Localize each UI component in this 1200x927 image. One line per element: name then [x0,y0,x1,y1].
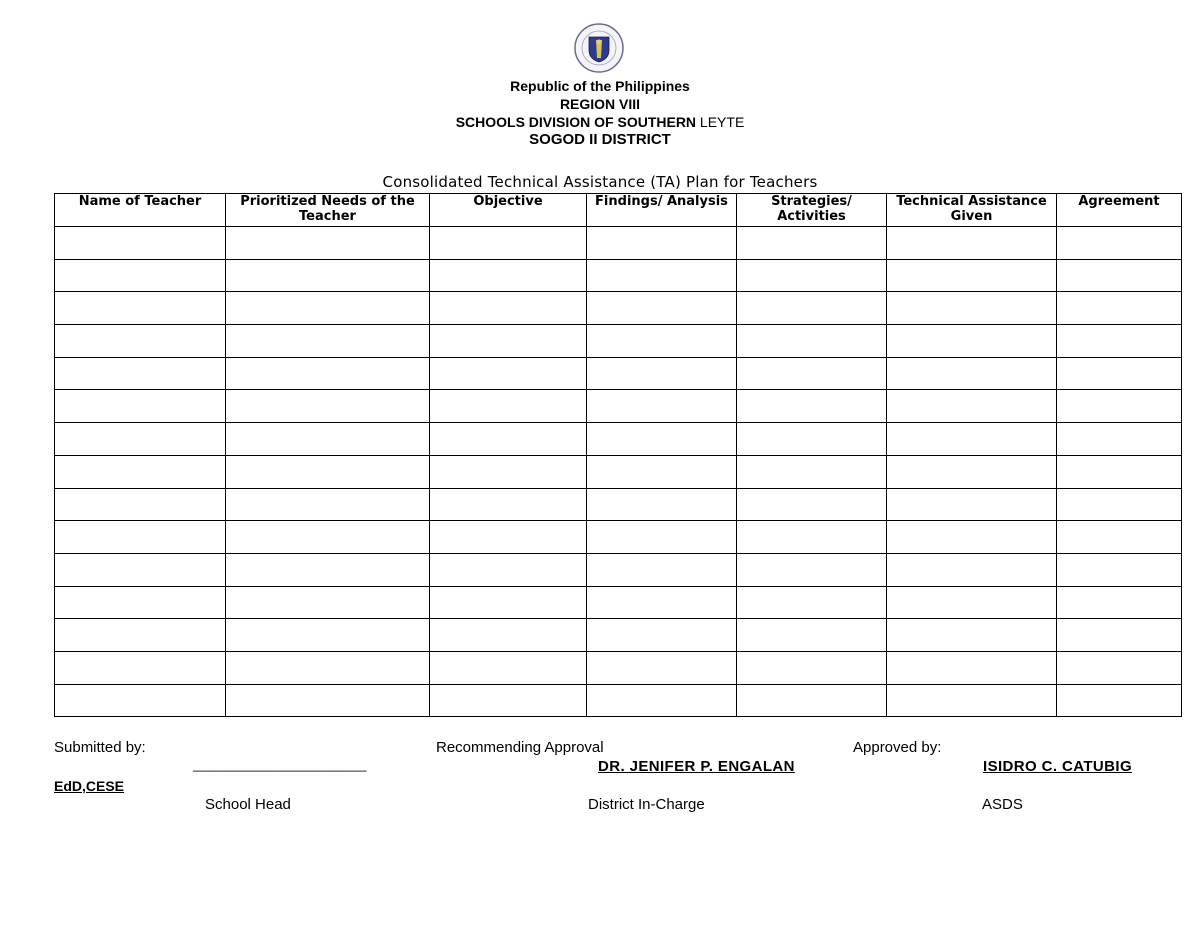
table-cell[interactable] [887,553,1057,586]
table-cell[interactable] [887,521,1057,554]
header-division-normal: LEYTE [696,114,745,130]
table-cell[interactable] [737,455,887,488]
table-cell[interactable] [1057,259,1182,292]
table-cell[interactable] [55,325,226,358]
table-cell[interactable] [1057,292,1182,325]
table-cell[interactable] [887,651,1057,684]
table-cell[interactable] [587,455,737,488]
table-cell[interactable] [55,455,226,488]
header-district: SOGOD II DISTRICT [529,131,671,148]
column-header-prioritized-needs: Prioritized Needs of the Teacher [226,194,430,227]
table-cell[interactable] [737,292,887,325]
column-header-findings: Findings/ Analysis [587,194,737,227]
column-header-name-of-teacher: Name of Teacher [55,194,226,227]
table-cell[interactable] [55,292,226,325]
table-body [55,227,1182,717]
table-cell[interactable] [430,423,587,456]
table-cell[interactable] [887,455,1057,488]
submitted-signature-line: ________________________ [193,757,367,772]
table-cell[interactable] [587,651,737,684]
table-cell[interactable] [887,227,1057,260]
table-cell[interactable] [887,619,1057,652]
ta-plan-table [54,193,1182,717]
table-cell[interactable] [587,586,737,619]
table-cell[interactable] [587,521,737,554]
table-cell[interactable] [737,357,887,390]
table-cell[interactable] [587,390,737,423]
table-cell[interactable] [430,259,587,292]
table-cell[interactable] [226,651,430,684]
table-row [55,651,1182,684]
table-row [55,619,1182,652]
table-cell[interactable] [55,423,226,456]
table-cell[interactable] [55,684,226,717]
table-cell[interactable] [226,488,430,521]
table-cell[interactable] [737,651,887,684]
form-title: Consolidated Technical Assistance (TA) Plan for Teachers [382,173,818,191]
table-cell[interactable] [1057,619,1182,652]
table-cell[interactable] [430,684,587,717]
table-cell[interactable] [737,619,887,652]
table-cell[interactable] [587,292,737,325]
table-cell[interactable] [55,553,226,586]
table-cell[interactable] [55,521,226,554]
table-cell[interactable] [1057,521,1182,554]
column-header-technical-assistance: Technical Assistance Given [887,194,1057,227]
table-cell[interactable] [226,357,430,390]
table-cell[interactable] [587,553,737,586]
table-cell[interactable] [1057,325,1182,358]
table-cell[interactable] [226,423,430,456]
table-cell[interactable] [226,455,430,488]
table-cell[interactable] [737,325,887,358]
table-cell[interactable] [430,455,587,488]
table-row [55,684,1182,717]
table-cell[interactable] [587,684,737,717]
table-cell[interactable] [1057,684,1182,717]
table-cell[interactable] [430,521,587,554]
column-header-strategies: Strategies/ Activities [737,194,887,227]
table-cell[interactable] [430,292,587,325]
recommending-approval-label: Recommending Approval [436,739,604,756]
table-cell[interactable] [587,227,737,260]
table-row [55,259,1182,292]
table-cell[interactable] [430,553,587,586]
table-cell[interactable] [587,423,737,456]
table-cell[interactable] [737,684,887,717]
table-cell[interactable] [226,390,430,423]
table-cell[interactable] [55,227,226,260]
table-cell[interactable] [887,357,1057,390]
table-cell[interactable] [226,586,430,619]
table-cell[interactable] [430,488,587,521]
recommending-role: District In-Charge [588,796,705,813]
table-cell[interactable] [55,357,226,390]
table-cell[interactable] [737,586,887,619]
table-cell[interactable] [887,325,1057,358]
table-row [55,227,1182,260]
table-row [55,488,1182,521]
table-cell[interactable] [430,227,587,260]
table-cell[interactable] [226,619,430,652]
table-row [55,586,1182,619]
table-cell[interactable] [737,227,887,260]
table-cell[interactable] [587,357,737,390]
submitted-by-label: Submitted by: [54,739,146,756]
table-cell[interactable] [226,684,430,717]
column-header-objective: Objective [430,194,587,227]
table-cell[interactable] [587,488,737,521]
recommending-name: DR. JENIFER P. ENGALAN [598,758,795,775]
header-division-bold: SCHOOLS DIVISION OF SOUTHERN [455,114,697,130]
table-cell[interactable] [737,553,887,586]
table-cell[interactable] [737,521,887,554]
table-cell[interactable] [887,292,1057,325]
table-cell[interactable] [887,423,1057,456]
table-row [55,553,1182,586]
table-cell[interactable] [226,325,430,358]
table-cell[interactable] [55,259,226,292]
approved-role: ASDS [982,796,1023,813]
table-row [55,357,1182,390]
table-cell[interactable] [587,619,737,652]
table-cell[interactable] [430,619,587,652]
table-cell[interactable] [1057,227,1182,260]
table-cell[interactable] [430,325,587,358]
table-cell[interactable] [737,259,887,292]
table-cell[interactable] [1057,586,1182,619]
table-cell[interactable] [737,423,887,456]
table-cell[interactable] [737,390,887,423]
table-cell[interactable] [737,488,887,521]
table-cell[interactable] [226,521,430,554]
table-cell[interactable] [226,553,430,586]
table-row [55,390,1182,423]
table-cell[interactable] [226,292,430,325]
table-cell[interactable] [430,651,587,684]
table-cell[interactable] [226,227,430,260]
column-header-agreement: Agreement [1057,194,1182,227]
approved-by-label: Approved by: [853,739,942,756]
table-row [55,325,1182,358]
header-division [0,113,1200,131]
table-cell[interactable] [226,259,430,292]
table-cell[interactable] [587,259,737,292]
deped-seal-logo [566,22,632,74]
table-cell[interactable] [887,684,1057,717]
table-cell[interactable] [1057,488,1182,521]
table-cell[interactable] [55,619,226,652]
table-cell[interactable] [1057,553,1182,586]
table-cell[interactable] [430,586,587,619]
submitted-credentials: EdD,CESE [54,778,125,794]
table-cell[interactable] [430,390,587,423]
table-row [55,455,1182,488]
table-cell[interactable] [587,325,737,358]
table-cell[interactable] [1057,357,1182,390]
table-cell[interactable] [887,488,1057,521]
header-region: REGION VIII [559,96,641,112]
header-republic: Republic of the Philippines [510,78,690,94]
approved-name: ISIDRO C. CATUBIG [983,758,1133,775]
table-cell[interactable] [55,651,226,684]
table-cell[interactable] [55,390,226,423]
table-row [55,521,1182,554]
table-cell[interactable] [1057,455,1182,488]
table-row [55,292,1182,325]
submitted-role: School Head [205,796,291,813]
table-cell[interactable] [887,390,1057,423]
table-cell[interactable] [1057,423,1182,456]
table-header-row [55,194,1182,227]
table-cell[interactable] [887,586,1057,619]
table-cell[interactable] [1057,390,1182,423]
table-cell[interactable] [430,357,587,390]
table-cell[interactable] [55,586,226,619]
table-cell[interactable] [887,259,1057,292]
table-row [55,423,1182,456]
table-cell[interactable] [55,488,226,521]
table-cell[interactable] [1057,651,1182,684]
